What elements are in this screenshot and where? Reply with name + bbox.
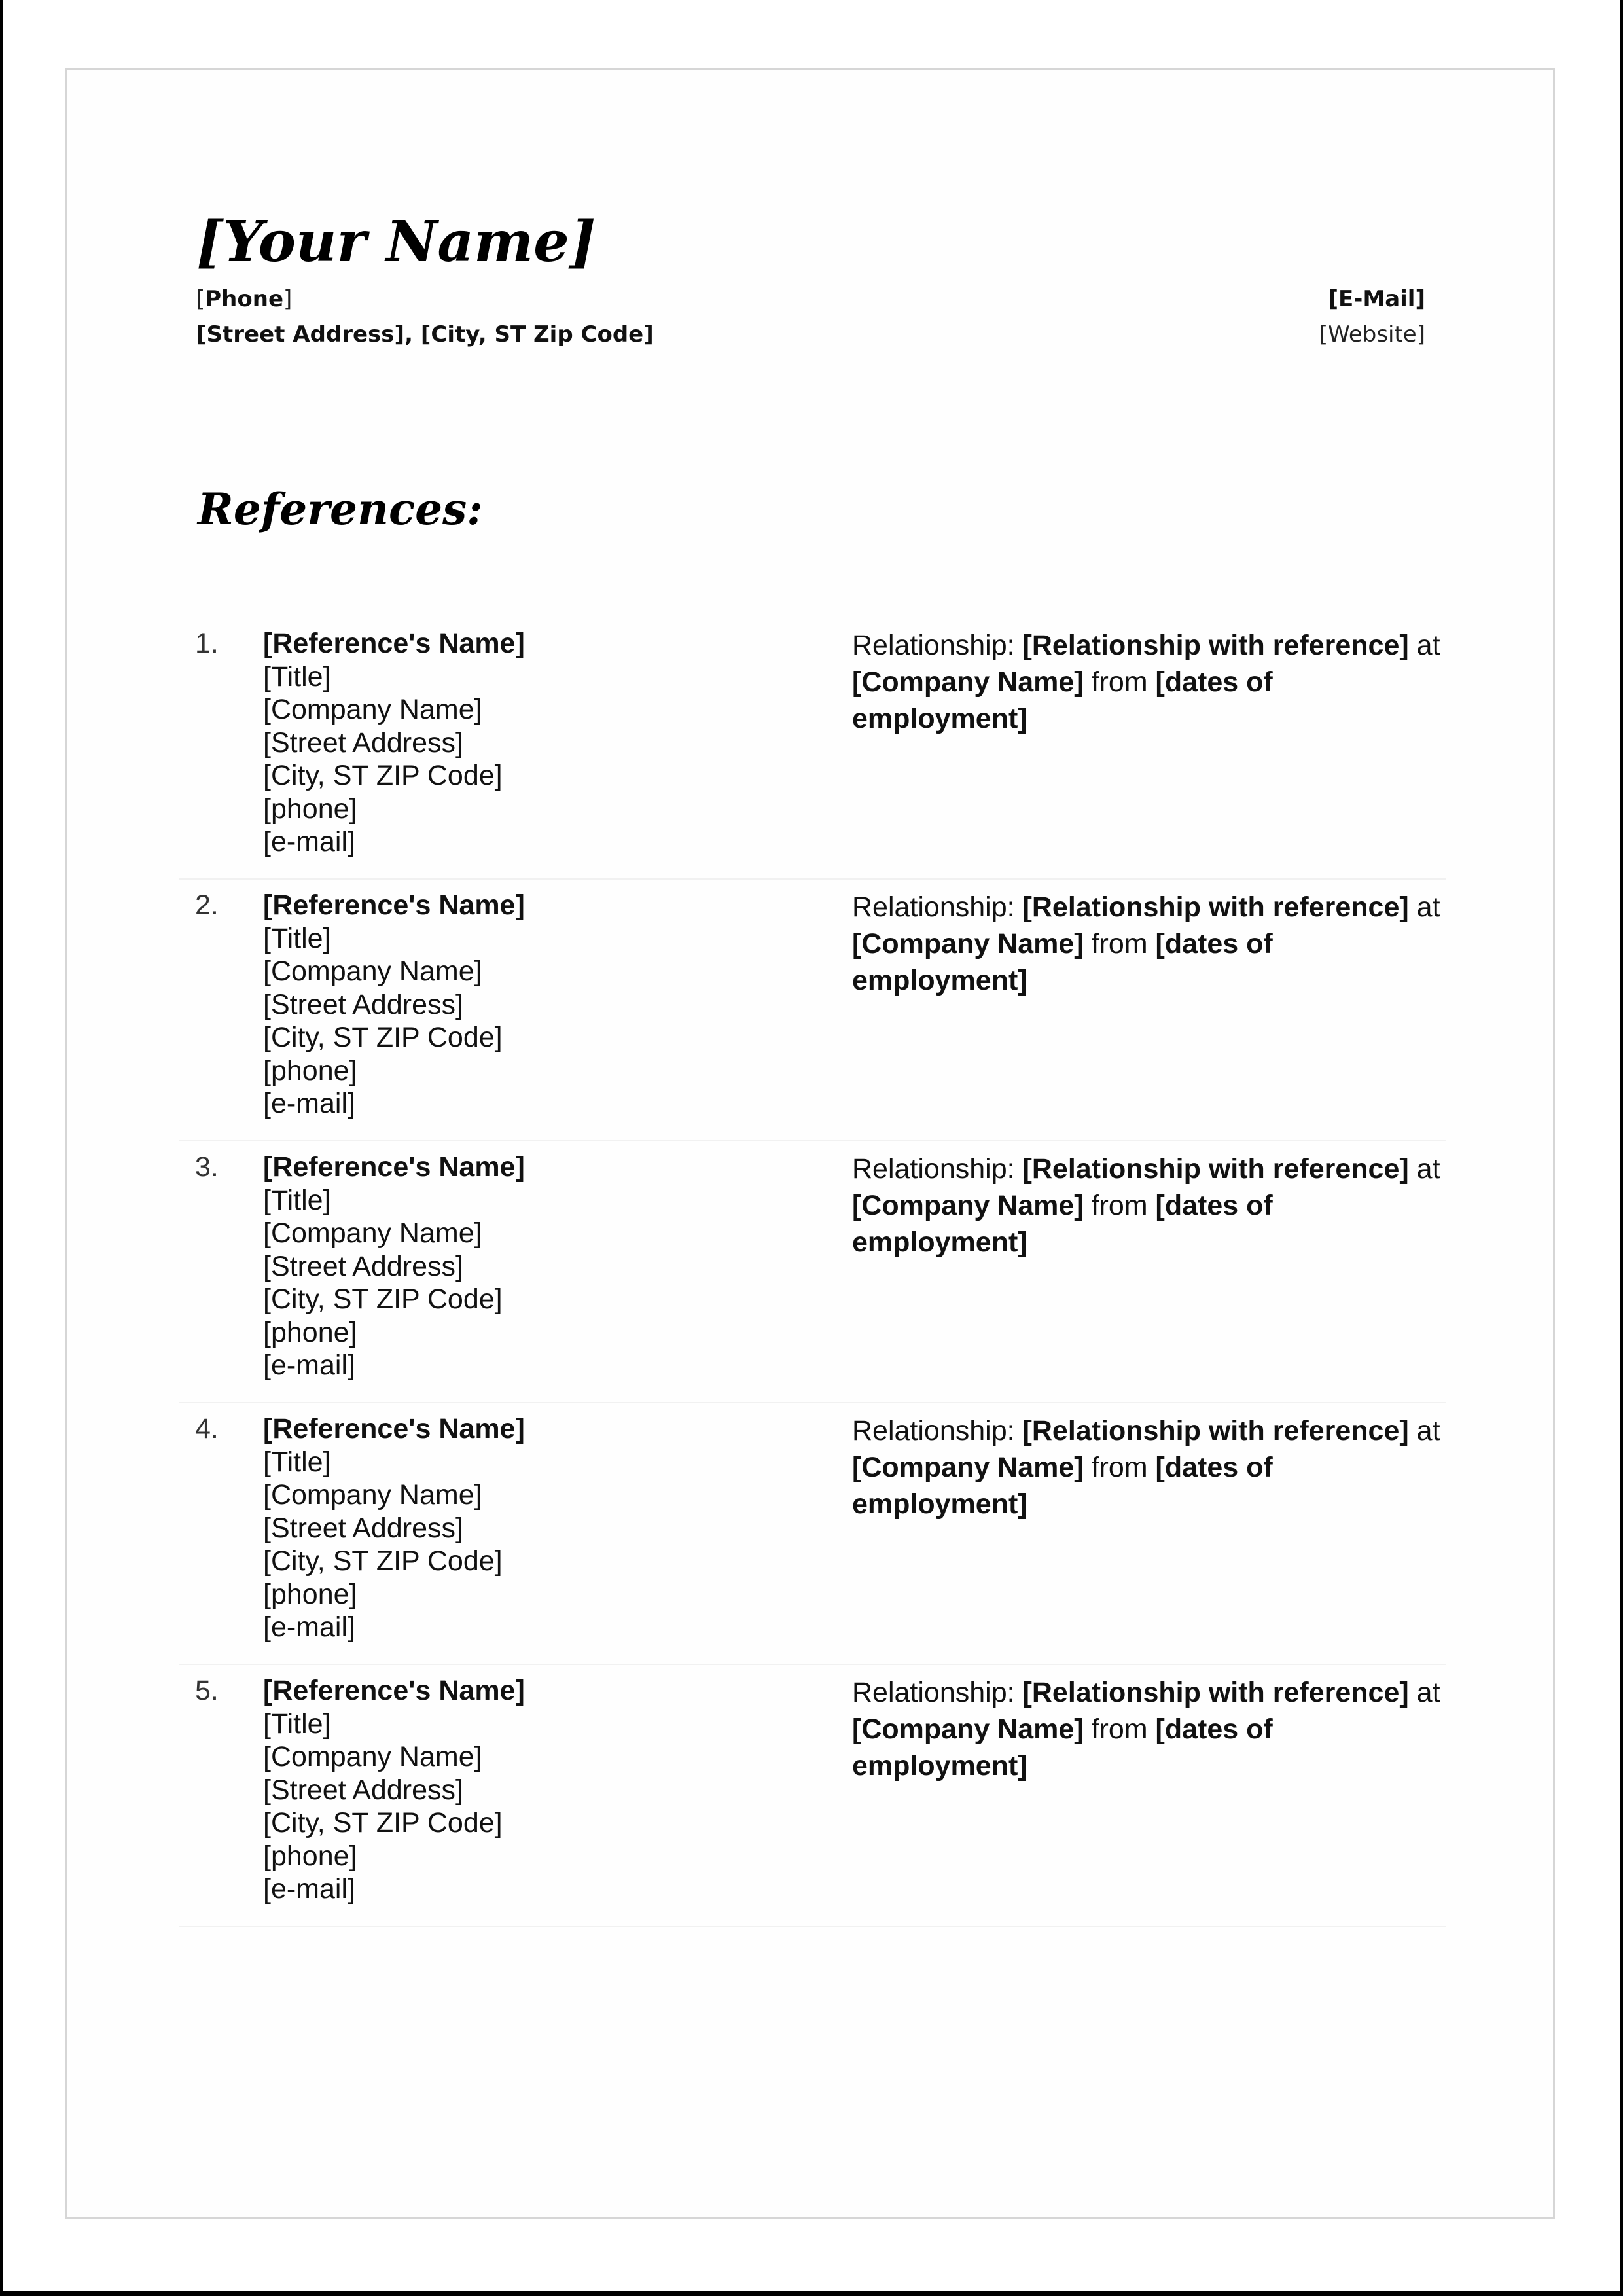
reference-number: 1.	[195, 628, 219, 659]
phone-label: Phone	[205, 286, 284, 312]
reference-number: 3.	[195, 1151, 219, 1183]
references-list	[179, 618, 1446, 1927]
reference-city: [City, ST ZIP Code]	[263, 1022, 503, 1053]
reference-relationship: Relationship: [Relationship with reference] at [Company Name] from [dates of employment]	[852, 1415, 1440, 1520]
address-line: [Street Address], [City, ST Zip Code]	[196, 321, 654, 348]
reference-name: [Reference's Name]	[263, 1413, 525, 1444]
reference-title: [Title]	[263, 1708, 331, 1740]
reference-item	[179, 1403, 1446, 1665]
reference-item	[179, 618, 1446, 880]
reference-item	[179, 1141, 1446, 1403]
reference-city: [City, ST ZIP Code]	[263, 760, 503, 791]
reference-email: [e-mail]	[263, 826, 355, 857]
reference-name: [Reference's Name]	[263, 889, 525, 921]
reference-contact	[263, 889, 525, 1121]
reference-title: [Title]	[263, 1446, 331, 1478]
reference-relationship: Relationship: [Relationship with reference] at [Company Name] from [dates of employment]	[852, 891, 1440, 996]
reference-street: [Street Address]	[263, 1512, 463, 1544]
reference-company: [Company Name]	[263, 694, 482, 725]
reference-relationship: Relationship: [Relationship with reference] at [Company Name] from [dates of employment]	[852, 1153, 1440, 1258]
reference-street: [Street Address]	[263, 1250, 463, 1282]
website-line: [Website]	[1319, 321, 1425, 348]
reference-phone: [phone]	[263, 1316, 357, 1348]
reference-number: 5.	[195, 1675, 219, 1706]
reference-contact	[263, 1674, 525, 1906]
reference-item	[179, 880, 1446, 1141]
reference-email: [e-mail]	[263, 1088, 355, 1119]
reference-street: [Street Address]	[263, 988, 463, 1020]
reference-name: [Reference's Name]	[263, 1675, 525, 1706]
reference-number: 2.	[195, 889, 219, 921]
reference-contact	[263, 1151, 525, 1382]
reference-city: [City, ST ZIP Code]	[263, 1283, 503, 1315]
document-sheet	[3, 0, 1620, 2291]
reference-phone: [phone]	[263, 1054, 357, 1086]
reference-relationship: Relationship: [Relationship with reference] at [Company Name] from [dates of employment]	[852, 1677, 1440, 1782]
reference-phone: [phone]	[263, 1578, 357, 1610]
your-name-heading: [Your Name]	[196, 209, 596, 275]
reference-city: [City, ST ZIP Code]	[263, 1545, 503, 1577]
reference-relationship: Relationship: [Relationship with reference] at [Company Name] from [dates of employment]	[852, 630, 1440, 734]
reference-phone: [phone]	[263, 793, 357, 825]
email-line: [E-Mail]	[1328, 286, 1425, 312]
reference-name: [Reference's Name]	[263, 628, 525, 659]
reference-name: [Reference's Name]	[263, 1151, 525, 1183]
reference-email: [e-mail]	[263, 1350, 355, 1381]
reference-company: [Company Name]	[263, 1217, 482, 1249]
reference-street: [Street Address]	[263, 1774, 463, 1806]
reference-title: [Title]	[263, 660, 331, 692]
reference-email: [e-mail]	[263, 1611, 355, 1643]
reference-contact	[263, 1412, 525, 1644]
reference-title: [Title]	[263, 922, 331, 954]
reference-company: [Company Name]	[263, 956, 482, 987]
reference-company: [Company Name]	[263, 1479, 482, 1511]
phone-line: [Phone]	[196, 286, 293, 312]
reference-item	[179, 1665, 1446, 1927]
reference-city: [City, ST ZIP Code]	[263, 1807, 503, 1839]
contact-right	[1319, 281, 1425, 352]
reference-contact	[263, 627, 525, 859]
references-heading: References:	[198, 484, 483, 535]
reference-phone: [phone]	[263, 1840, 357, 1872]
reference-company: [Company Name]	[263, 1741, 482, 1772]
reference-street: [Street Address]	[263, 726, 463, 759]
reference-number: 4.	[195, 1413, 219, 1444]
reference-title: [Title]	[263, 1184, 331, 1216]
reference-email: [e-mail]	[263, 1873, 355, 1905]
contact-left	[196, 281, 654, 352]
